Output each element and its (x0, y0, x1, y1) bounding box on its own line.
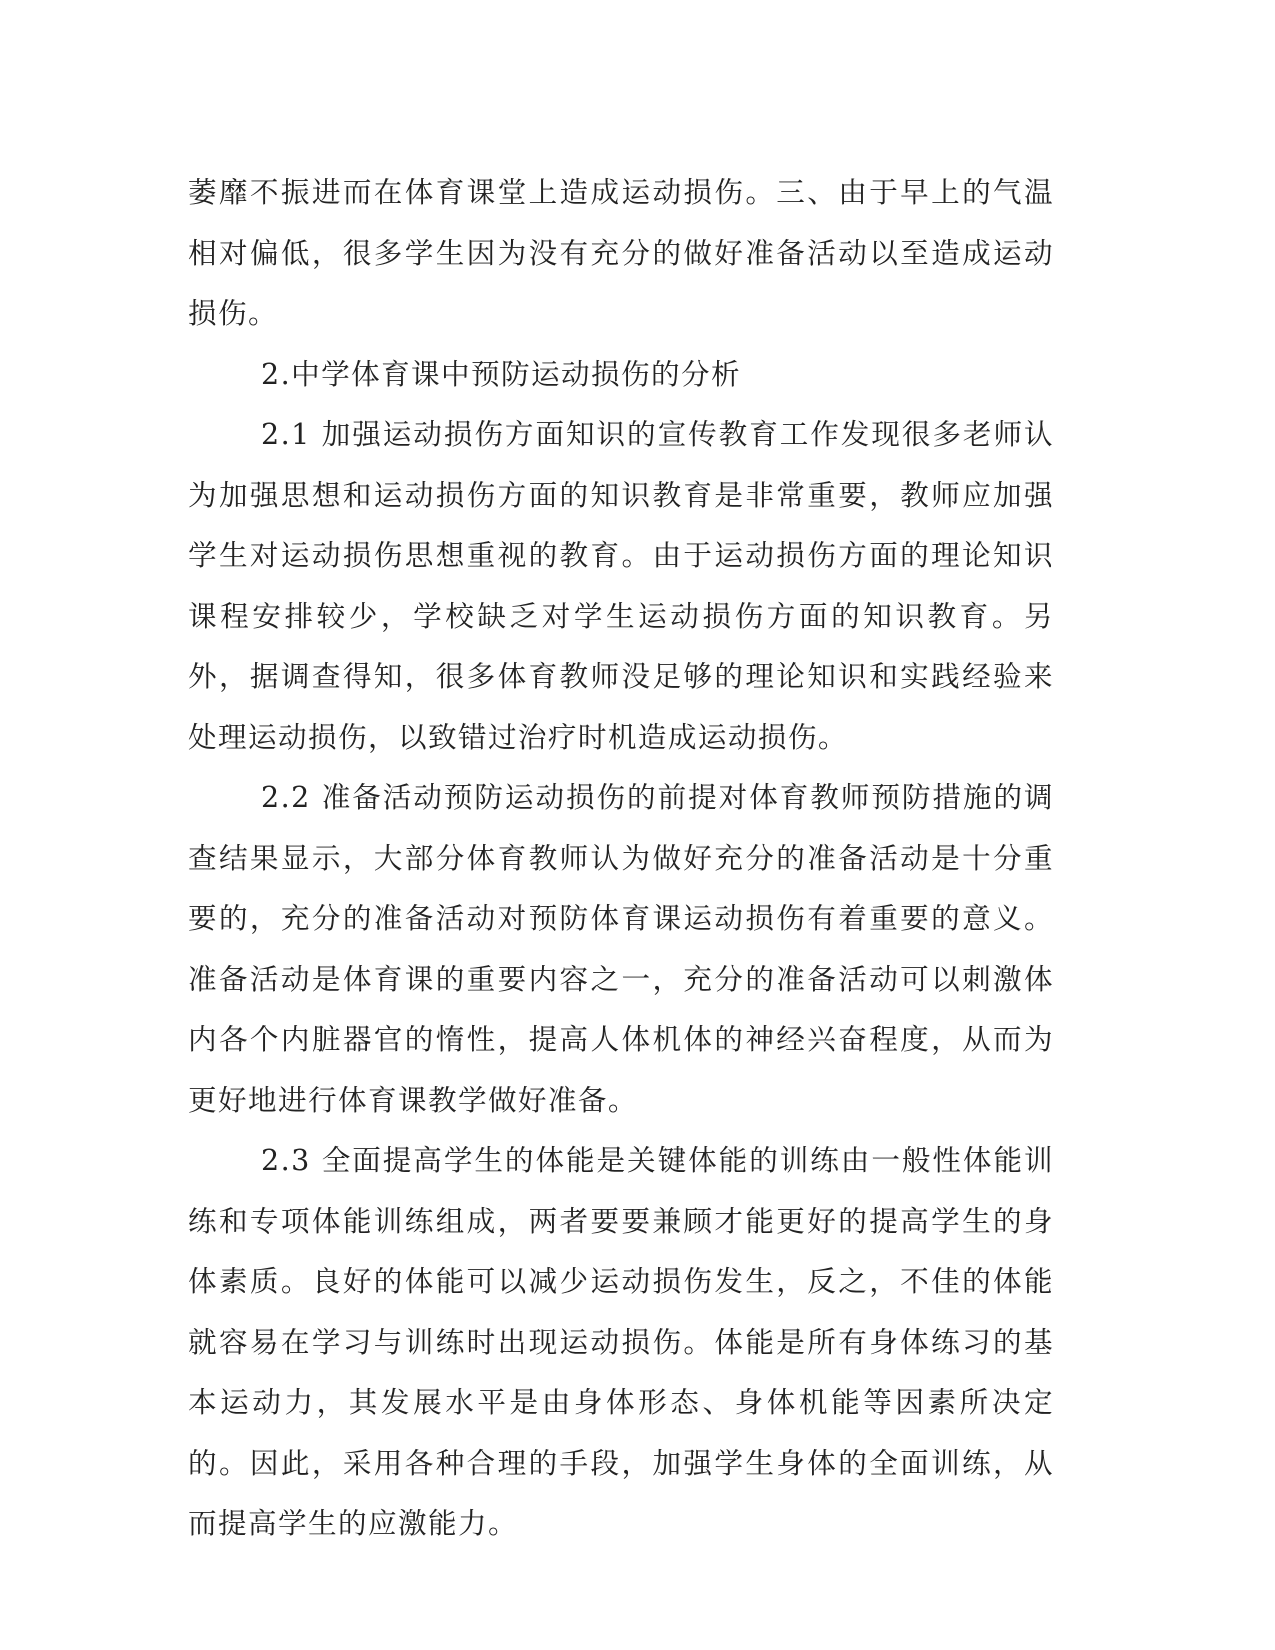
paragraph-continuation: 萎靡不振进而在体育课堂上造成运动损伤。三、由于早上的气温相对偏低，很多学生因为没有充分的做好准备活动以至造成运动损伤。 (188, 175, 1054, 330)
paragraph-2-2: 2.2 准备活动预防运动损伤的前提对体育教师预防措施的调查结果显示，大部分体育教师认为做好充分的准备活动是十分重要的，充分的准备活动对预防体育课运动损伤有着重要的意义。准备活动是体育课的重要内容之一，充分的准备活动可以刺激体内各个内脏器官的惰性，提高人体机体的神经兴奋程度，从而为更好地进行体育课教学做好准备。 (188, 780, 1054, 1117)
section-heading: 2.中学体育课中预防运动损伤的分析 (261, 356, 741, 391)
paragraph-2-1: 2.1 加强运动损伤方面知识的宣传教育工作发现很多老师认为加强思想和运动损伤方面的知识教育是非常重要，教师应加强学生对运动损伤思想重视的教育。由于运动损伤方面的理论知识课程安排较少，学校缺乏对学生运动损伤方面的知识教育。另外，据调查得知，很多体育教师没足够的理论知识和实践经验来处理运动损伤，以致错过治疗时机造成运动损伤。 (188, 417, 1054, 754)
body-text (188, 162, 1054, 1554)
paragraph-2-3: 2.3 全面提高学生的体能是关键体能的训练由一般性体能训练和专项体能训练组成，两者要要兼顾才能更好的提高学生的身体素质。良好的体能可以减少运动损伤发生，反之，不佳的体能就容易在学习与训练时出现运动损伤。体能是所有身体练习的基本运动力，其发展水平是由身体形态、身体机能等因素所决定的。因此，采用各种合理的手段，加强学生身体的全面训练，从而提高学生的应激能力。 (188, 1143, 1054, 1540)
